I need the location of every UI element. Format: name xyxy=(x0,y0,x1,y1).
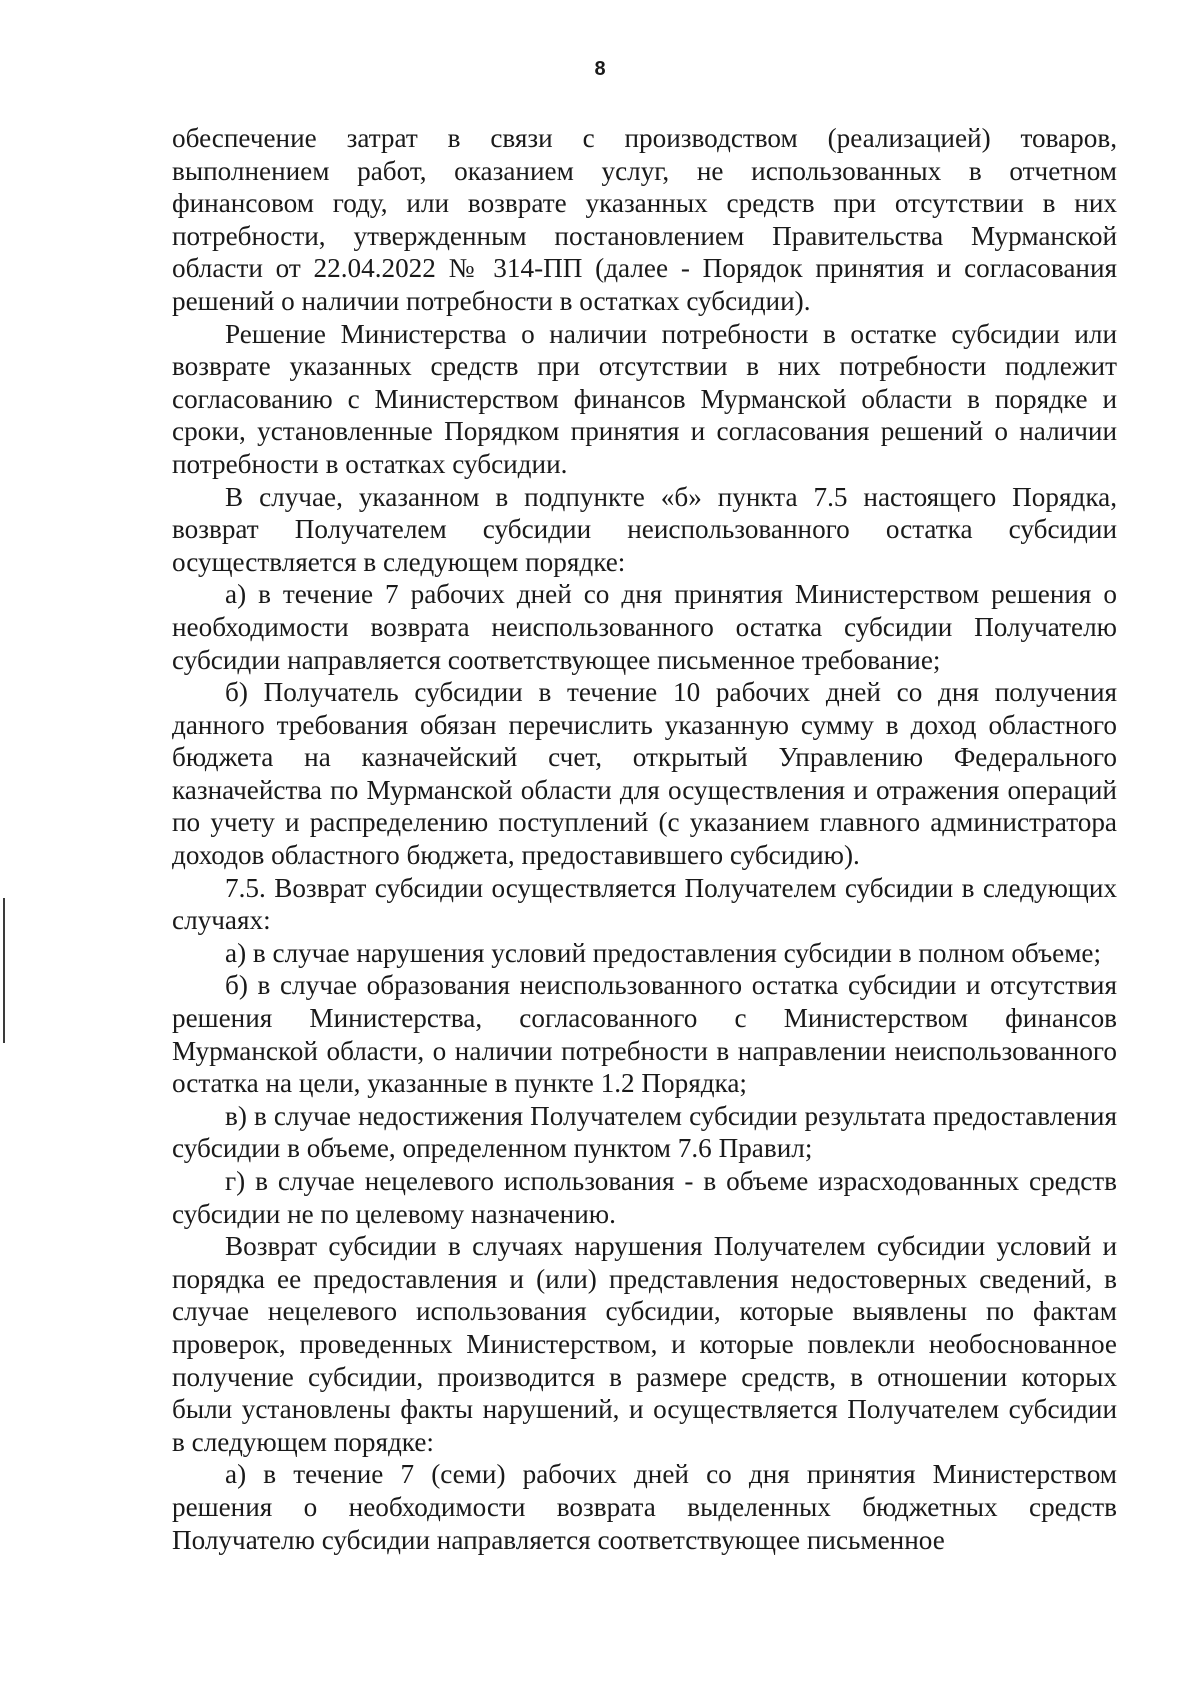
paragraph: б) в случае образования неиспользованного остатка субсидии и отсутствия решения Министерства, согласованного с Министерством финансов Мурманской области, о наличии потребности в направлении неиспользованного остатка на цели, указанные в пункте 1.2 Порядка; xyxy=(172,970,1117,1099)
paragraph: а) в случае нарушения условий предоставления субсидии в полном объеме; xyxy=(225,937,1102,968)
scan-edge-mark xyxy=(3,898,5,1043)
paragraph: В случае, указанном в подпункте «б» пункта 7.5 настоящего Порядка, возврат Получателем субсидии неиспользованного остатка субсидии осуществляется в следующем порядке: xyxy=(172,481,1117,577)
page-number: 8 xyxy=(594,58,606,80)
paragraph: б) Получатель субсидии в течение 10 рабочих дней со дня получения данного требования обязан перечислить указанную сумму в доход областного бюджета на казначейский счет, открытый Управлению Федерального казначейства по Мурманской области для осуществления и отражения операций по учету и распределению поступлений (с указанием главного администратора доходов областного бюджета, предоставившего субсидию). xyxy=(172,677,1117,871)
paragraph: а) в течение 7 рабочих дней со дня принятия Министерством решения о необходимости возврата неиспользованного остатка субсидии Получателю субсидии направляется соответствующее письменное требование; xyxy=(172,579,1117,675)
paragraph: обеспечение затрат в связи с производством (реализацией) товаров, выполнением работ, оказанием услуг, не использованных в отчетном финансовом году, или возврате указанных средств при отсутствии в них потребности, утвержденным постановлением Правительства Мурманской области от 22.04.2022 № 314-ПП (далее - Порядок принятия и согласования решений о наличии потребности в остатках субсидии). xyxy=(172,123,1117,316)
paragraph: Возврат субсидии в случаях нарушения Получателем субсидии условий и порядка ее предоставления и (или) представления недостоверных сведений, в случае нецелевого использования субсидии, которые выявлены по фактам проверок, проведенных Министерством, и которые повлекли необоснованное получение субсидии, производится в размере средств, в отношении которых были установлены факты нарушений, и осуществляется Получателем субсидии в следующем порядке: xyxy=(172,1231,1117,1457)
paragraph: г) в случае нецелевого использования - в объеме израсходованных средств субсидии не по целевому назначению. xyxy=(172,1166,1117,1229)
paragraph: Решение Министерства о наличии потребности в остатке субсидии или возврате указанных средств при отсутствии в них потребности подлежит согласованию с Министерством финансов Мурманской области в порядке и сроки, установленные Порядком принятия и согласования решений о наличии потребности в остатках субсидии. xyxy=(172,318,1117,479)
paragraph: в) в случае недостижения Получателем субсидии результата предоставления субсидии в объеме, определенном пунктом 7.6 Правил; xyxy=(172,1100,1117,1164)
document-body xyxy=(172,122,1117,1556)
paragraph: 7.5. Возврат субсидии осуществляется Получателем субсидии в следующих случаях: xyxy=(172,872,1117,936)
paragraph: а) в течение 7 (семи) рабочих дней со дня принятия Министерством решения о необходимости возврата выделенных бюджетных средств Получателю субсидии направляется соответствующее письменное xyxy=(172,1459,1117,1555)
